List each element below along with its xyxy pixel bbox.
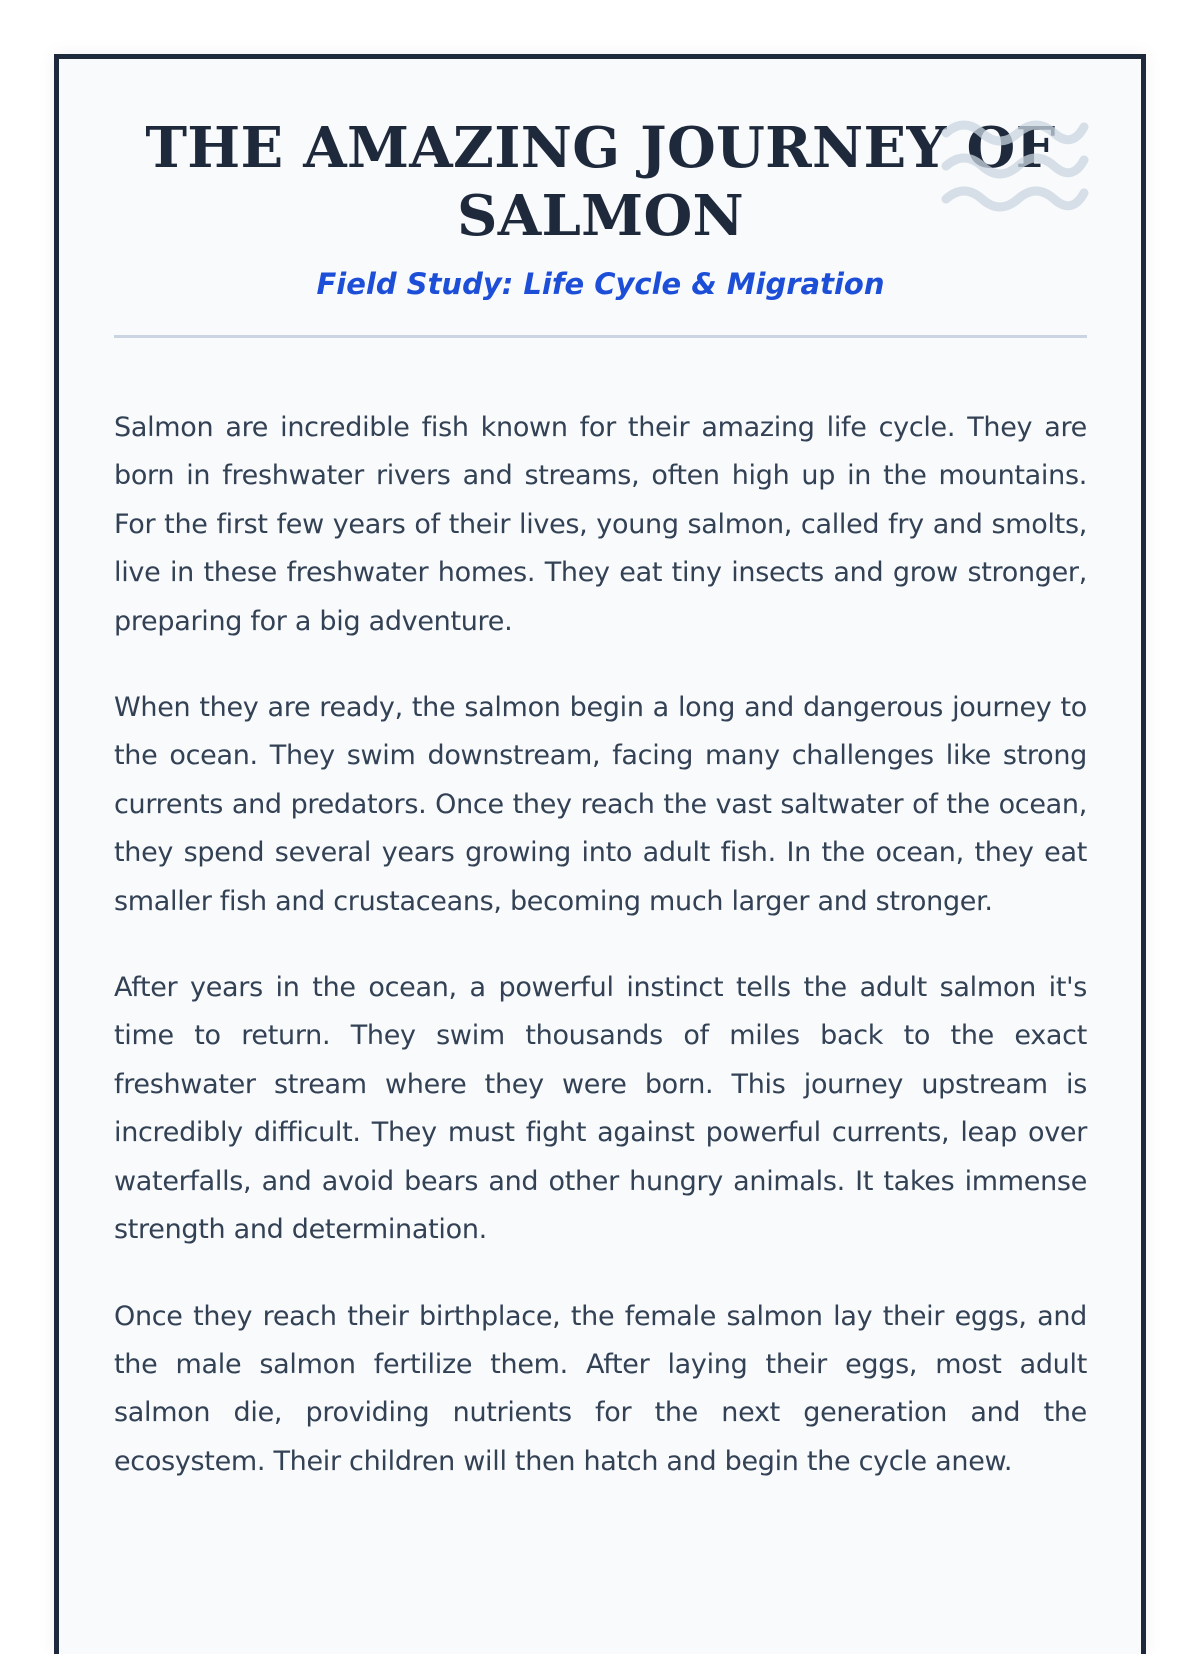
document-body — [114, 404, 1087, 1524]
wave-line-2 — [946, 158, 1084, 174]
paragraph-4: Once they reach their birthplace, the female salmon lay their eggs, and the male salmon fertilize them. After laying their eggs, most adult salmon die, providing nutrients for the next generation and the ecosystem. Their children will then hatch and begin the cycle anew. — [114, 1300, 1087, 1477]
document-subtitle: Field Study: Life Cycle & Migration — [316, 267, 885, 301]
paragraph-3: After years in the ocean, a powerful instinct tells the adult salmon it's time to return. They swim thousands of miles back to the exact freshwater stream where they were born. This journey upstream is incredibly difficult. They must fight against powerful currents, leap over waterfalls, and avoid bears and other hungry animals. It takes immense strength and determination. — [114, 972, 1087, 1246]
paragraph-1: Salmon are incredible fish known for their amazing life cycle. They are born in freshwater rivers and streams, often high up in the mountains. For the first few years of their lives, young salmon, called fry and smolts, live in these freshwater homes. They eat tiny insects and grow stronger, preparing for a big adventure. — [114, 412, 1087, 637]
wave-line-3 — [946, 191, 1084, 207]
document-page — [54, 54, 1146, 1654]
waves-icon — [940, 111, 1090, 221]
wave-line-1 — [946, 125, 1084, 141]
paragraph-2: When they are ready, the salmon begin a long and dangerous journey to the ocean. They swim downstream, facing many challenges like strong currents and predators. Once they reach the vast saltwater of the ocean, they spend several years growing into adult fish. In the ocean, they eat smaller fish and crustaceans, becoming much larger and stronger. — [114, 692, 1087, 917]
header-divider — [114, 335, 1087, 338]
document-title: THE AMAZING JOURNEY OF SALMON — [145, 115, 1056, 249]
